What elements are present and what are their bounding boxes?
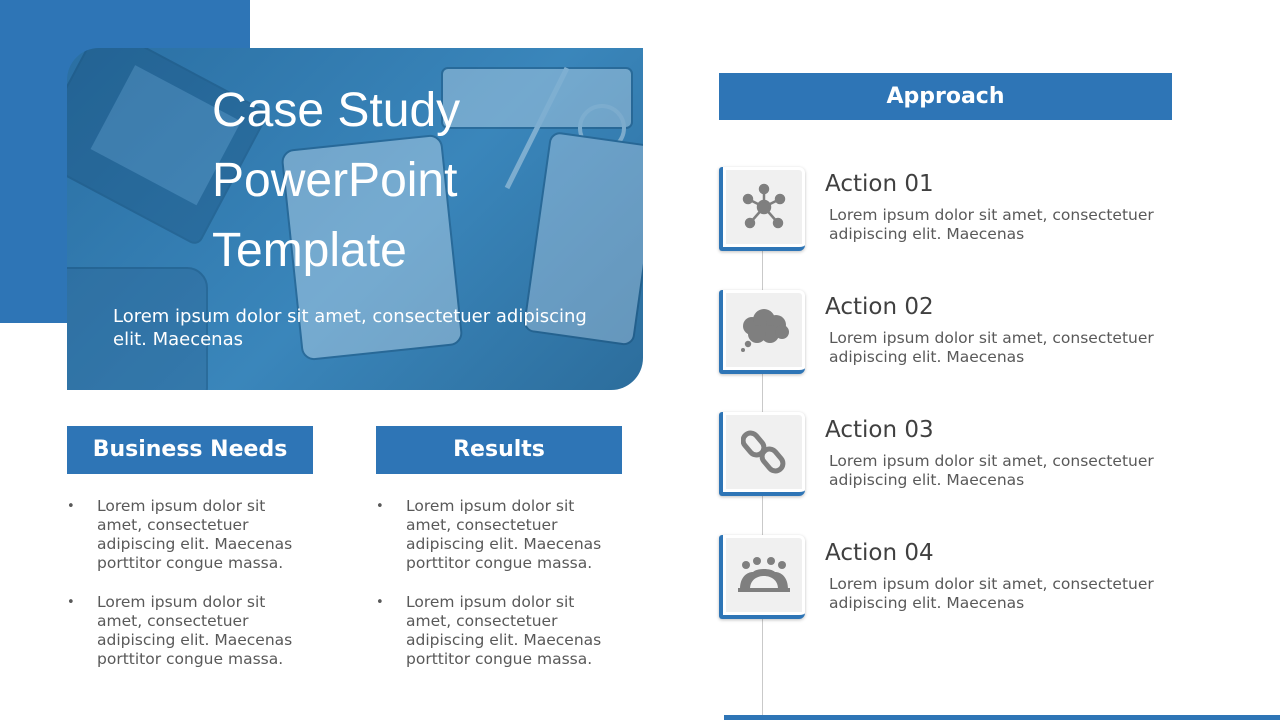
- slide-title-line: PowerPoint: [212, 154, 458, 207]
- list-item-line: • Lorem ipsum dolor sit: [406, 497, 575, 515]
- results-list: [376, 497, 616, 689]
- list-item-line: adipiscing elit. Maecenas: [406, 535, 602, 553]
- list-item-line: adipiscing elit. Maecenas: [97, 535, 293, 553]
- slide-title: [212, 76, 632, 286]
- action-04-description: [829, 575, 1189, 613]
- action-03-description: [829, 452, 1189, 490]
- thought-cloud-icon: [738, 306, 790, 354]
- slide-subtitle-line: elit. Maecenas: [113, 329, 243, 350]
- list-item-line: • Lorem ipsum dolor sit: [97, 497, 266, 515]
- action-04-icon-box: [719, 535, 805, 619]
- action-02-icon-box: [719, 290, 805, 374]
- list-item: [67, 497, 307, 573]
- action-03-icon-box: [719, 412, 805, 496]
- action-03-title: Action 03: [825, 417, 934, 443]
- list-item: [376, 497, 616, 573]
- meeting-group-icon: [737, 555, 791, 595]
- list-item-line: amet, consectetuer: [97, 612, 249, 630]
- list-item-line: adipiscing elit. Maecenas: [406, 631, 602, 649]
- action-description-line: Lorem ipsum dolor sit amet, consectetuer: [829, 575, 1154, 593]
- business-needs-header: Business Needs: [67, 426, 313, 474]
- list-item-line: porttitor congue massa.: [97, 650, 284, 668]
- network-icon: [740, 183, 788, 231]
- list-item-line: amet, consectetuer: [406, 612, 558, 630]
- results-header: Results: [376, 426, 622, 474]
- slide-title-line: Case Study: [212, 84, 461, 137]
- slide-subtitle-line: Lorem ipsum dolor sit amet, consectetuer adipiscing: [113, 306, 587, 327]
- action-description-line: Lorem ipsum dolor sit amet, consectetuer: [829, 206, 1154, 224]
- list-item-line: porttitor congue massa.: [406, 554, 593, 572]
- slide-subtitle: [113, 305, 623, 351]
- action-description-line: adipiscing elit. Maecenas: [829, 471, 1025, 489]
- action-01-description: [829, 206, 1189, 244]
- list-item-line: • Lorem ipsum dolor sit: [406, 593, 575, 611]
- approach-header: Approach: [719, 73, 1172, 120]
- action-description-line: Lorem ipsum dolor sit amet, consectetuer: [829, 452, 1154, 470]
- action-01-title: Action 01: [825, 171, 934, 197]
- list-item-line: • Lorem ipsum dolor sit: [97, 593, 266, 611]
- action-description-line: Lorem ipsum dolor sit amet, consectetuer: [829, 329, 1154, 347]
- list-item-line: amet, consectetuer: [406, 516, 558, 534]
- list-item-line: porttitor congue massa.: [406, 650, 593, 668]
- action-02-title: Action 02: [825, 294, 934, 320]
- action-02-description: [829, 329, 1189, 367]
- list-item-line: amet, consectetuer: [97, 516, 249, 534]
- action-description-line: adipiscing elit. Maecenas: [829, 348, 1025, 366]
- business-needs-list: [67, 497, 307, 689]
- action-description-line: adipiscing elit. Maecenas: [829, 225, 1025, 243]
- list-item-line: porttitor congue massa.: [97, 554, 284, 572]
- action-01-icon-box: [719, 167, 805, 251]
- list-item: [67, 593, 307, 669]
- hero-banner: [67, 48, 643, 390]
- list-item-line: adipiscing elit. Maecenas: [97, 631, 293, 649]
- list-item: [376, 593, 616, 669]
- action-04-title: Action 04: [825, 540, 934, 566]
- bottom-accent-rule: [724, 715, 1280, 720]
- chain-link-icon: [741, 429, 787, 475]
- action-description-line: adipiscing elit. Maecenas: [829, 594, 1025, 612]
- slide-title-line: Template: [212, 224, 407, 277]
